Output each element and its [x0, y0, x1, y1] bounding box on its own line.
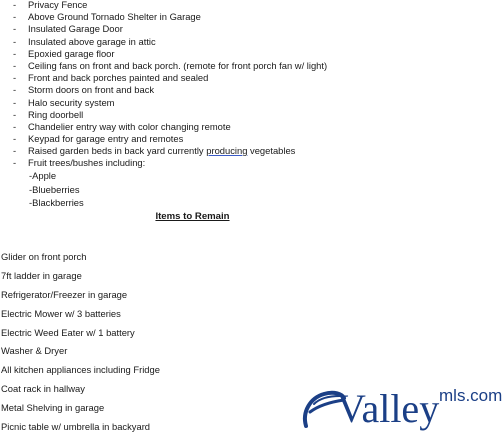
feature-text: Epoxied garage floor	[28, 47, 115, 59]
remain-item: Coat rack in hallway	[1, 383, 85, 395]
feature-text: Above Ground Tornado Shelter in Garage	[28, 11, 201, 23]
fruit-item: -Blueberries	[29, 183, 80, 195]
feature-text: Insulated Garage Door	[28, 23, 123, 35]
list-bullet: -	[13, 35, 17, 47]
list-bullet: -	[13, 157, 17, 169]
garden-text-before: Raised garden beds in back yard currently	[28, 145, 207, 157]
list-bullet: -	[13, 133, 17, 145]
feature-text: Chandelier entry way with color changing remote	[28, 120, 231, 132]
remain-item: Glider on front porch	[1, 251, 87, 262]
feature-text: Keypad for garage entry and remotes	[28, 133, 184, 145]
garden-text-after: vegetables	[247, 145, 296, 157]
remain-item: Picnic table w/ umbrella in backyard	[1, 421, 151, 433]
remain-item: Electric Mower w/ 3 batteries	[1, 307, 121, 319]
fruit-list	[29, 169, 84, 210]
list-bullet: -	[13, 72, 17, 84]
feature-text: Privacy Fence	[28, 0, 88, 10]
list-bullet: -	[13, 96, 17, 108]
feature-text-garden	[28, 145, 295, 157]
remain-item: All kitchen appliances including Fridge	[1, 364, 160, 376]
items-to-remain-list	[1, 248, 160, 437]
list-bullet: -	[13, 120, 17, 132]
list-bullet: -	[13, 0, 17, 10]
remain-item: Refrigerator/Freezer in garage	[1, 288, 128, 300]
list-bullet: -	[13, 145, 17, 157]
list-bullet: -	[13, 59, 17, 71]
list-bullet: -	[13, 84, 17, 96]
items-to-remain-heading: Items to Remain	[155, 211, 230, 222]
fruit-item: -Blackberries	[29, 197, 84, 208]
watermark-word: Valley	[337, 386, 440, 431]
feature-text: Storm doors on front and back	[28, 84, 155, 96]
list-bullet: -	[13, 108, 17, 120]
feature-text: Ring doorbell	[28, 108, 84, 120]
list-bullet: -	[13, 23, 17, 35]
valleymls-watermark	[300, 382, 502, 432]
remain-item: 7ft ladder in garage	[1, 269, 82, 281]
feature-text: Halo security system	[28, 96, 115, 108]
remain-item: Washer & Dryer	[1, 345, 68, 357]
remain-item: Electric Weed Eater w/ 1 battery	[1, 326, 135, 338]
feature-text: Ceiling fans on front and back porch. (remote for front porch fan w/ light)	[28, 59, 328, 71]
list-bullet: -	[13, 47, 17, 59]
remain-item: Metal Shelving in garage	[1, 402, 105, 414]
fruit-item: -Apple	[29, 170, 57, 181]
watermark-suffix: mls.com	[439, 386, 502, 405]
list-bullet: -	[13, 11, 17, 23]
feature-text: Front and back porches painted and sealed	[28, 72, 209, 84]
garden-text-underlined: producing	[206, 145, 248, 157]
feature-text: Fruit trees/bushes including:	[28, 157, 146, 169]
feature-text: Insulated above garage in attic	[28, 35, 156, 47]
